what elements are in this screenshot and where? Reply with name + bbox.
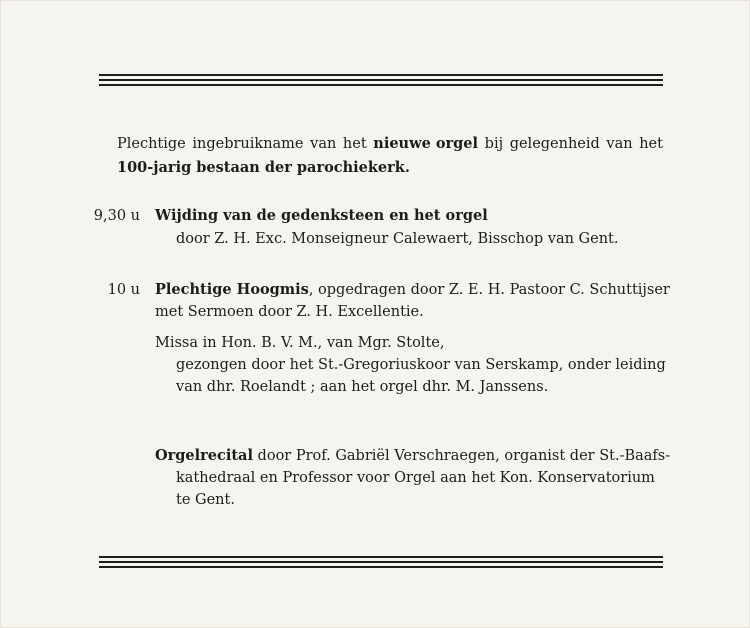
intro-line-2: 100-jarig bestaan der parochiekerk. [117, 159, 410, 176]
intro-word: bij [484, 136, 504, 152]
bottom-triple-rule [99, 556, 663, 571]
item-detail: door Z. H. Exc. Monseigneur Calewaert, Bisschop van Gent. [176, 231, 619, 247]
item-title: Plechtige Hoogmis [155, 281, 309, 298]
intro-line-1 [117, 134, 663, 154]
missa-line-1: Missa in Hon. B. V. M., van Mgr. Stolte, [155, 335, 445, 351]
item-title-line [155, 280, 670, 300]
item-line-2: kathedraal en Professor voor Orgel aan het Kon. Konservatorium [176, 470, 655, 486]
item-title-line [155, 446, 670, 466]
item-title-rest: door Prof. Gabriël Verschraegen, organist der St.-Baafs- [252, 448, 671, 464]
top-triple-rule [99, 74, 663, 89]
intro-paragraph [117, 134, 663, 178]
time-label: 10 u [107, 282, 140, 298]
item-line-2: met Sermoen door Z. H. Excellentie. [155, 304, 424, 320]
item-title-rest: , opgedragen door Z. E. H. Pastoor C. Schuttijser [308, 282, 670, 298]
intro-word: Plechtige [117, 136, 186, 152]
intro-word: gelegenheid [509, 136, 600, 152]
intro-word: het [639, 136, 663, 152]
item-line-3: te Gent. [176, 492, 235, 508]
intro-word: het [342, 136, 367, 152]
missa-line-3: van dhr. Roelandt ; aan het orgel dhr. M. Janssens. [176, 379, 549, 395]
item-title: Orgelrecital [155, 447, 253, 464]
intro-word-bold: nieuwe orgel [373, 135, 479, 152]
intro-word: van [606, 136, 633, 152]
time-label: 9,30 u [93, 208, 140, 224]
intro-word: ingebruikname [192, 136, 304, 152]
intro-word: van [310, 136, 337, 152]
item-title: Wijding van de gedenksteen en het orgel [155, 207, 488, 224]
missa-line-2: gezongen door het St.-Gregoriuskoor van Serskamp, onder leiding [176, 357, 666, 373]
